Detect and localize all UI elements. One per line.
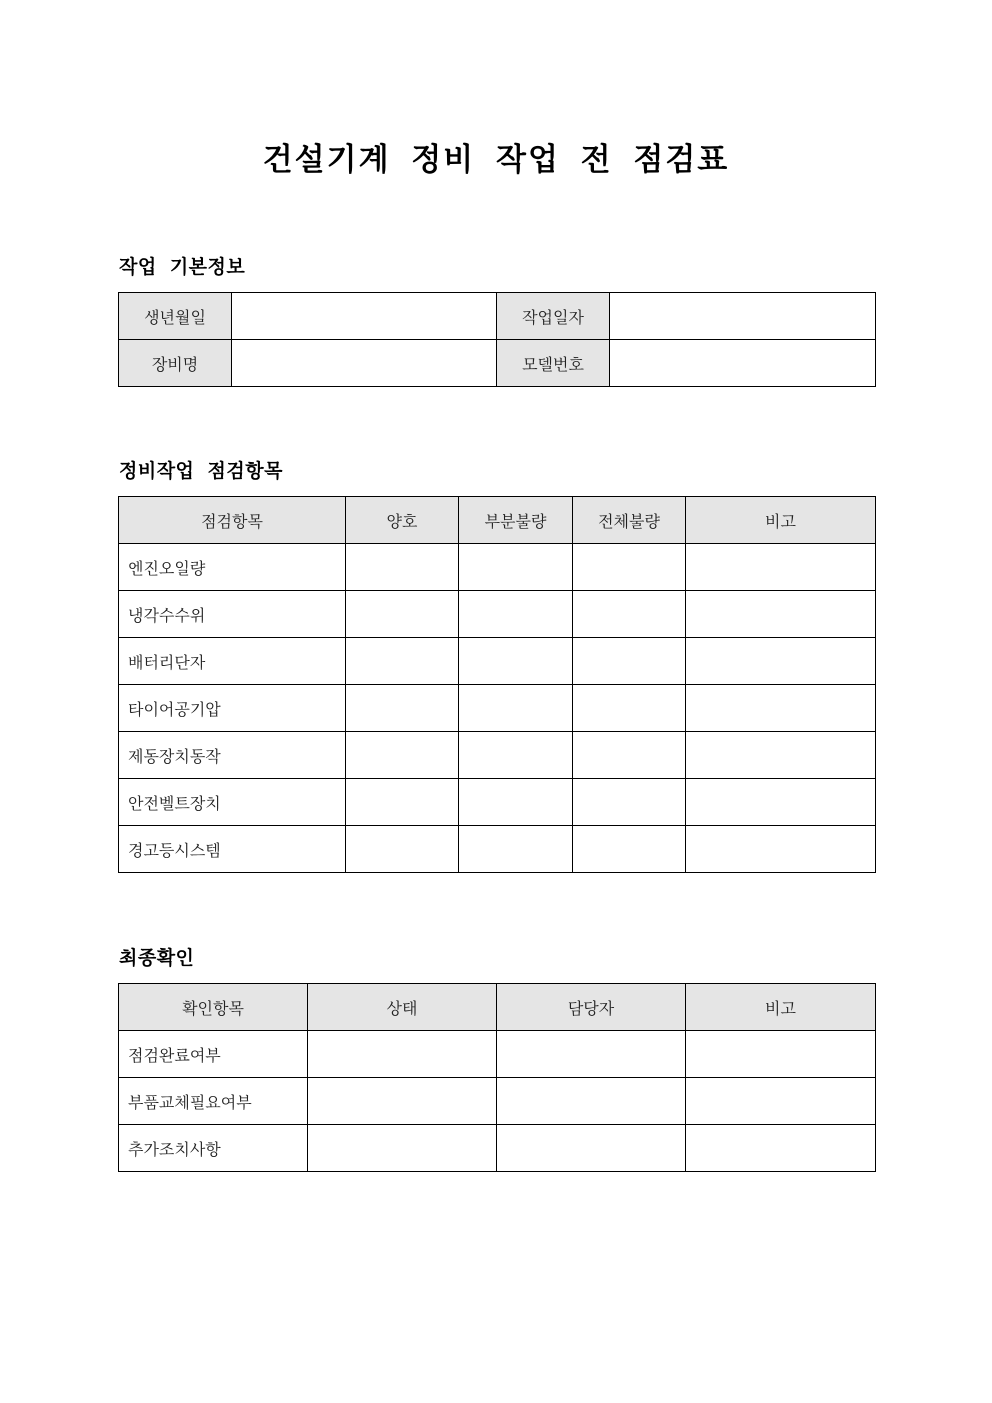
note-cell[interactable] [686,1031,876,1078]
item-label: 추가조치사항 [119,1125,308,1172]
header-note: 비고 [686,984,876,1031]
header-person-in-charge: 담당자 [497,984,686,1031]
label-work-date: 작업일자 [497,293,610,340]
item-label: 경고등시스템 [119,826,346,873]
work-date-field[interactable] [610,293,876,340]
item-label: 냉각수수위 [119,591,346,638]
label-equipment-name: 장비명 [119,340,232,387]
equipment-name-field[interactable] [232,340,497,387]
partial-defect-cell[interactable] [459,638,573,685]
table-header-row [119,497,876,544]
partial-defect-cell[interactable] [459,544,573,591]
header-total-defect: 전체불량 [573,497,686,544]
note-cell[interactable] [686,1125,876,1172]
table-row [119,685,876,732]
person-cell[interactable] [497,1078,686,1125]
table-row [119,1125,876,1172]
total-defect-cell[interactable] [573,591,686,638]
total-defect-cell[interactable] [573,544,686,591]
total-defect-cell[interactable] [573,638,686,685]
partial-defect-cell[interactable] [459,685,573,732]
status-cell[interactable] [308,1078,497,1125]
partial-defect-cell[interactable] [459,591,573,638]
total-defect-cell[interactable] [573,732,686,779]
model-number-field[interactable] [610,340,876,387]
partial-defect-cell[interactable] [459,732,573,779]
birthdate-field[interactable] [232,293,497,340]
table-row [119,293,876,340]
section-title-final-check: 최종확인 [119,947,195,969]
note-cell[interactable] [686,826,876,873]
item-label: 부품교체필요여부 [119,1078,308,1125]
table-row [119,638,876,685]
total-defect-cell[interactable] [573,826,686,873]
note-cell[interactable] [686,544,876,591]
header-partial-defect: 부분불량 [459,497,573,544]
note-cell[interactable] [686,1078,876,1125]
header-check-item: 확인항목 [119,984,308,1031]
section-title-basic-info: 작업 기본정보 [119,256,246,278]
good-cell[interactable] [346,779,459,826]
item-label: 안전벨트장치 [119,779,346,826]
basic-info-table [118,292,876,387]
person-cell[interactable] [497,1031,686,1078]
partial-defect-cell[interactable] [459,826,573,873]
item-label: 엔진오일량 [119,544,346,591]
status-cell[interactable] [308,1125,497,1172]
table-row [119,591,876,638]
good-cell[interactable] [346,732,459,779]
total-defect-cell[interactable] [573,779,686,826]
good-cell[interactable] [346,544,459,591]
table-row [119,340,876,387]
good-cell[interactable] [346,685,459,732]
status-cell[interactable] [308,1031,497,1078]
final-check-table [118,983,876,1172]
header-note: 비고 [686,497,876,544]
document-title: 건설기계 정비 작업 전 점검표 [262,142,730,178]
table-header-row [119,984,876,1031]
table-row [119,1031,876,1078]
table-row [119,1078,876,1125]
table-row [119,826,876,873]
note-cell[interactable] [686,732,876,779]
header-inspection-item: 점검항목 [119,497,346,544]
item-label: 배터리단자 [119,638,346,685]
note-cell[interactable] [686,638,876,685]
total-defect-cell[interactable] [573,685,686,732]
inspection-table [118,496,876,873]
item-label: 타이어공기압 [119,685,346,732]
item-label: 제동장치동작 [119,732,346,779]
label-birthdate: 생년월일 [119,293,232,340]
header-good: 양호 [346,497,459,544]
section-title-inspection: 정비작업 점검항목 [119,460,283,482]
good-cell[interactable] [346,591,459,638]
partial-defect-cell[interactable] [459,779,573,826]
note-cell[interactable] [686,685,876,732]
good-cell[interactable] [346,826,459,873]
header-status: 상태 [308,984,497,1031]
note-cell[interactable] [686,591,876,638]
note-cell[interactable] [686,779,876,826]
table-row [119,544,876,591]
label-model-number: 모델번호 [497,340,610,387]
person-cell[interactable] [497,1125,686,1172]
good-cell[interactable] [346,638,459,685]
item-label: 점검완료여부 [119,1031,308,1078]
table-row [119,779,876,826]
table-row [119,732,876,779]
